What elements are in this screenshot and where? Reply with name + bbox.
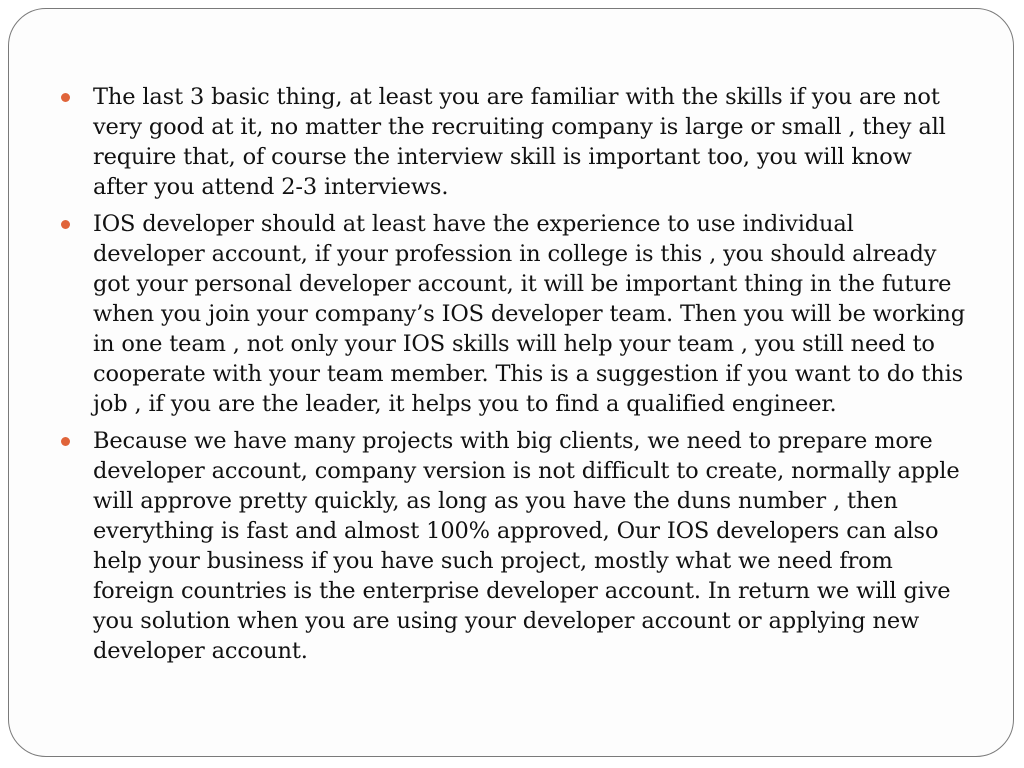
bullet-text: The last 3 basic thing, at least you are familiar with the skills if you are not very good at it, no matter the recruiting company is large or small , they all require that, of course the interview skill is important too, you will know after you attend 2-3 interviews. <box>93 84 946 200</box>
bullet-dot-icon <box>61 437 70 446</box>
bullet-dot-icon <box>61 220 70 229</box>
bullet-item-developer-account <box>59 209 969 419</box>
bullet-list <box>59 82 969 666</box>
slide-frame <box>8 8 1014 757</box>
bullet-item-enterprise-account <box>59 426 969 666</box>
bullet-dot-icon <box>61 93 70 102</box>
bullet-text: Because we have many projects with big clients, we need to prepare more developer account, company version is not difficult to create, normally apple will approve pretty quickly, as long as you have the duns number , then everything is fast and almost 100% approved, Our IOS developers can also help your business if you have such project, mostly what we need from foreign countries is the enterprise developer account. In return we will give you solution when you are using your developer account or applying new developer account. <box>93 428 960 664</box>
bullet-item-basic-skills <box>59 82 969 202</box>
bullet-text: IOS developer should at least have the experience to use individual developer account, if your profession in college is this , you should already got your personal developer account, it will be important thing in the future when you join your company’s IOS developer team. Then you will be working in one team , not only your IOS skills will help your team , you still need to cooperate with your team member. This is a suggestion if you want to do this job , if you are the leader, it helps you to find a qualified engineer. <box>93 211 965 417</box>
slide-content <box>59 82 969 673</box>
